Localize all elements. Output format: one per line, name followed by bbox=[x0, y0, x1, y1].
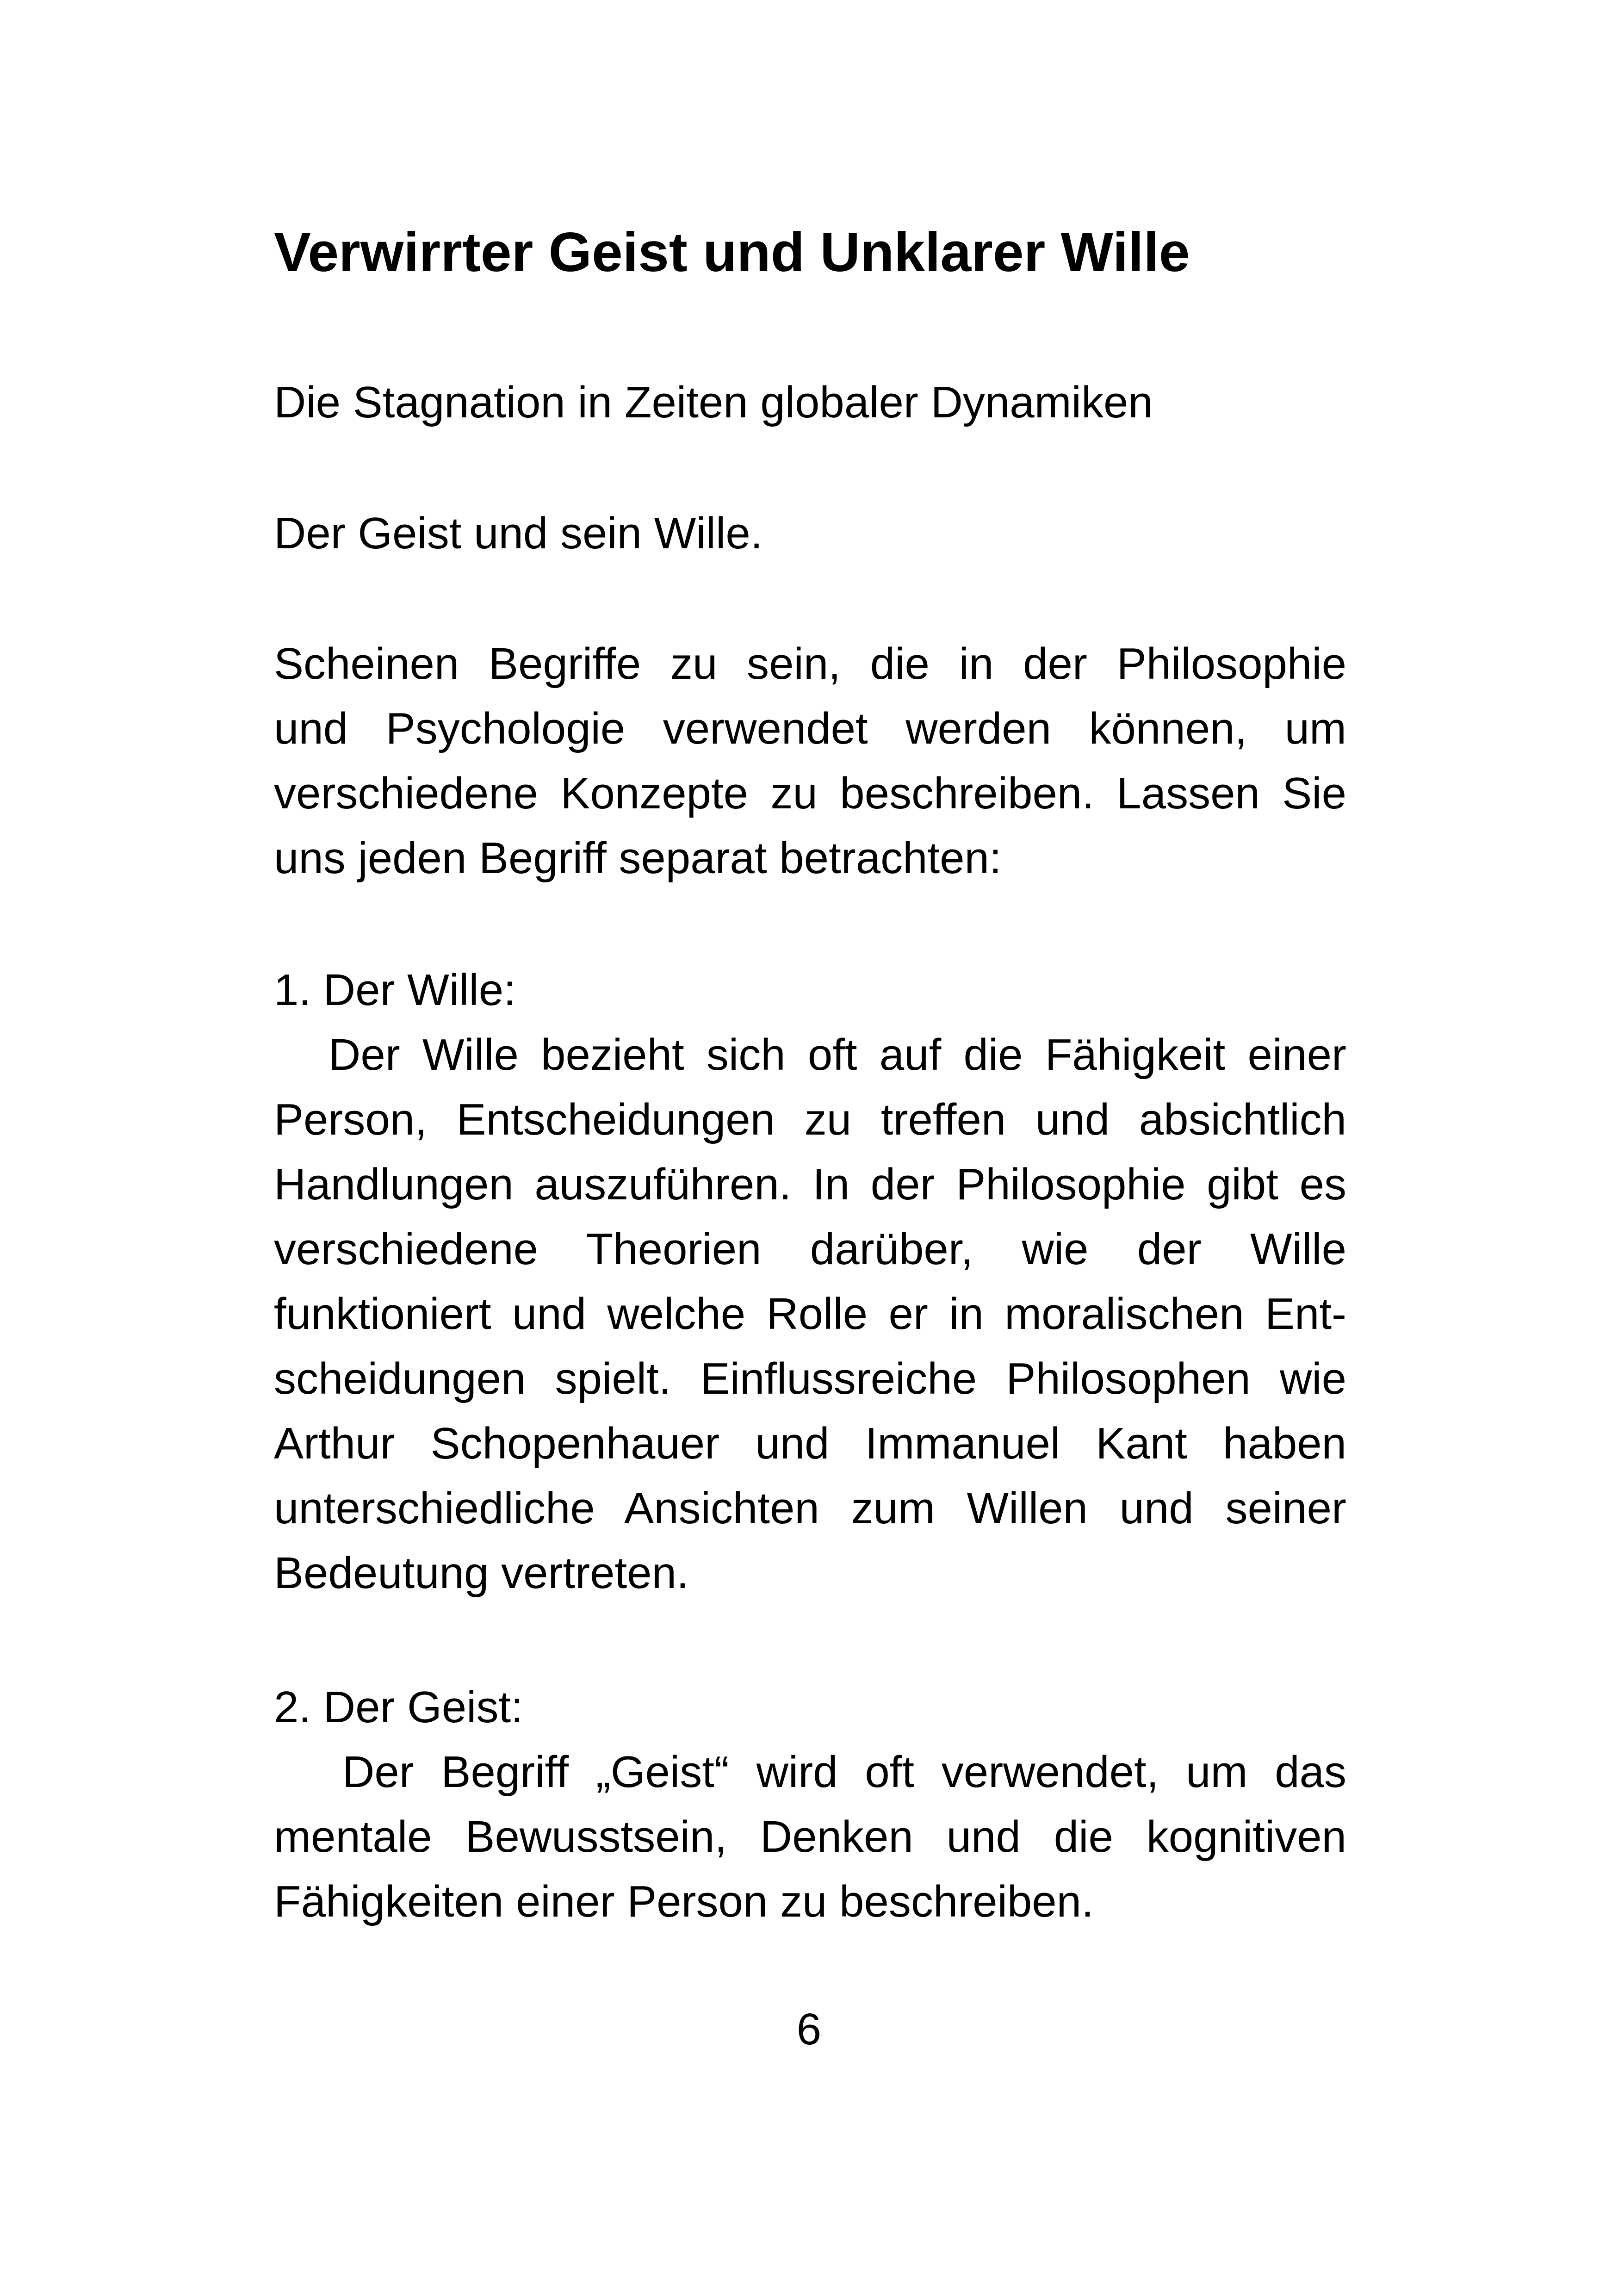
paragraph-line: scheidungen spielt. Einflussreiche Philosophen wie bbox=[274, 1354, 1346, 1403]
page-number: 6 bbox=[796, 2004, 822, 2054]
paragraph-line: Bedeutung vertreten. bbox=[274, 1548, 689, 1598]
paragraph-line: Person, Entscheidungen zu treffen und absichtlich bbox=[274, 1095, 1346, 1144]
paragraph-line: Scheinen Begriffe zu sein, die in der Philosophie bbox=[274, 639, 1346, 689]
paragraph-line: Arthur Schopenhauer und Immanuel Kant haben bbox=[274, 1419, 1346, 1468]
section-title-geist: 2. Der Geist: bbox=[274, 1682, 523, 1732]
paragraph-line: Der Begriff „Geist“ wird oft verwendet, um das bbox=[342, 1747, 1346, 1797]
chapter-subtitle: Die Stagnation in Zeiten globaler Dynamiken bbox=[274, 378, 1153, 427]
chapter-heading: Verwirrter Geist und Unklarer Wille bbox=[274, 221, 1190, 283]
paragraph-line: uns jeden Begriff separat betrachten: bbox=[274, 833, 1002, 883]
paragraph-line: mentale Bewusstsein, Denken und die kognitiven bbox=[274, 1812, 1346, 1862]
paragraph-line: Der Wille bezieht sich oft auf die Fähigkeit einer bbox=[329, 1030, 1346, 1080]
paragraph-line: verschiedene Theorien darüber, wie der Wille bbox=[274, 1224, 1346, 1274]
intro-paragraph bbox=[274, 632, 1346, 891]
section-body-geist bbox=[274, 1740, 1346, 1934]
paragraph-line: funktioniert und welche Rolle er in moralischen Ent- bbox=[274, 1289, 1346, 1339]
section-title-wille: 1. Der Wille: bbox=[274, 965, 516, 1015]
paragraph-line: unterschiedliche Ansichten zum Willen und seiner bbox=[274, 1483, 1346, 1533]
intro-line: Der Geist und sein Wille. bbox=[274, 509, 763, 558]
paragraph-line: Handlungen auszuführen. In der Philosophie gibt es bbox=[274, 1160, 1346, 1209]
paragraph-line: Fähigkeiten einer Person zu beschreiben. bbox=[274, 1877, 1094, 1926]
paragraph-line: verschiedene Konzepte zu beschreiben. Lassen Sie bbox=[274, 769, 1346, 818]
paragraph-line: und Psychologie verwendet werden können, um bbox=[274, 704, 1346, 753]
section-body-wille bbox=[274, 1023, 1346, 1606]
